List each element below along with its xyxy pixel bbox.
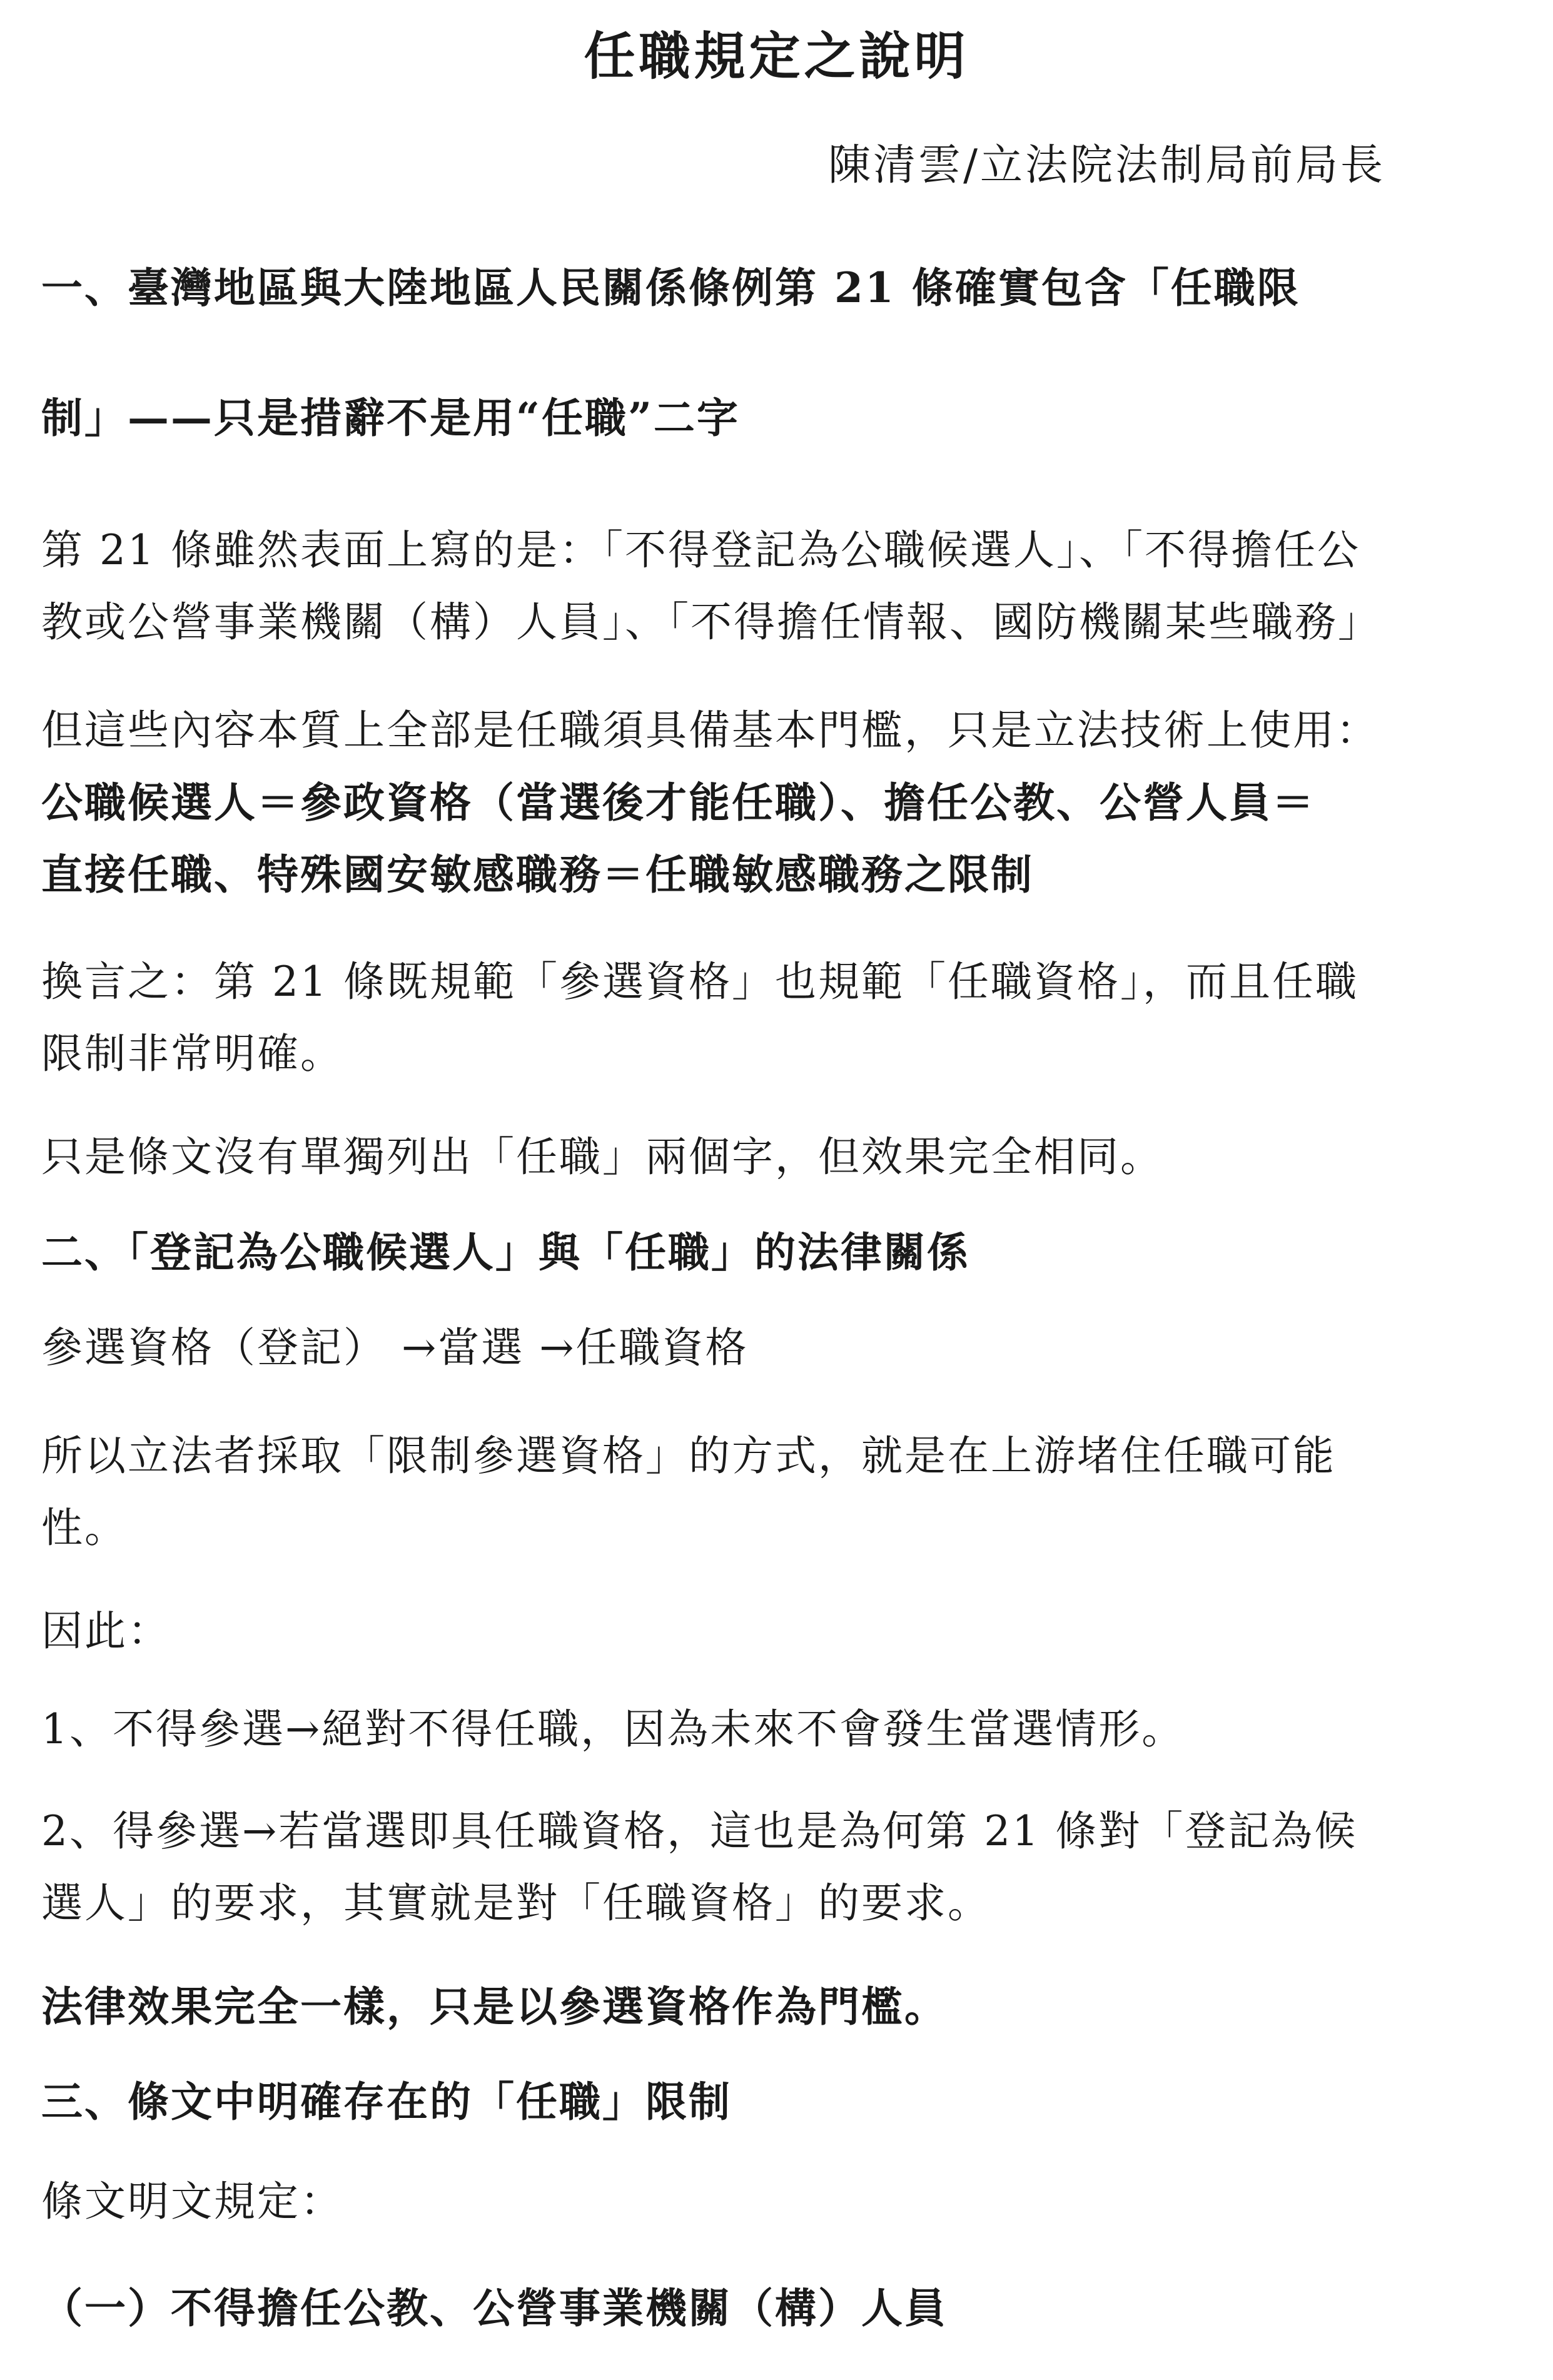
section-heading: 三、條文中明確存在的「任職」限制 xyxy=(41,2077,732,2126)
section-heading: 二、「登記為公職候選人」與「任職」的法律關係 xyxy=(41,1228,970,1277)
paragraph-line: 直接任職、特殊國安敏感職務＝任職敏感職務之限制 xyxy=(41,850,1034,899)
section-heading: 一、臺灣地區與大陸地區人民關係條例第 21 條確實包含「任職限 xyxy=(41,263,1300,312)
paragraph-line: 法律效果完全一樣，只是以參選資格作為門檻。 xyxy=(41,1982,948,2031)
paragraph-line: 性。 xyxy=(41,1504,128,1552)
paragraph-line: 因此： xyxy=(41,1607,171,1655)
paragraph-line: 只是條文沒有單獨列出「任職」兩個字，但效果完全相同。 xyxy=(41,1133,1163,1181)
paragraph-line: 條文明文規定： xyxy=(41,2177,343,2226)
paragraph-line: 教或公營事業機關（構）人員」、「不得擔任情報、國防機關某些職務」 xyxy=(41,598,1381,646)
list-item: 2、得參選→若當選即具任職資格，這也是為何第 21 條對「登記為候 xyxy=(41,1807,1358,1855)
paragraph-line: 公職候選人＝參政資格（當選後才能任職）、擔任公教、公營人員＝ xyxy=(41,778,1315,827)
document-title: 任職規定之說明 xyxy=(584,26,969,86)
list-item-continued: 選人」的要求，其實就是對「任職資格」的要求。 xyxy=(41,1879,991,1927)
list-item: 1、不得參選→絕對不得任職，因為未來不會發生當選情形。 xyxy=(41,1705,1185,1753)
paragraph-line: 但這些內容本質上全部是任職須具備基本門檻，只是立法技術上使用： xyxy=(41,706,1379,754)
list-item: （一）不得擔任公教、公營事業機關（構）人員 xyxy=(41,2284,948,2332)
document-author: 陳清雲/立法院法制局前局長 xyxy=(828,141,1385,190)
paragraph-line: 所以立法者採取「限制參選資格」的方式，就是在上游堵住任職可能 xyxy=(41,1432,1336,1480)
paragraph-line: 限制非常明確。 xyxy=(41,1030,343,1078)
paragraph-line: 換言之：第 21 條既規範「參選資格」也規範「任職資格」，而且任職 xyxy=(41,958,1358,1006)
paragraph-line: 參選資格（登記） →當選 →任職資格 xyxy=(41,1324,749,1372)
section-heading-continued: 制」——只是措辭不是用“任職”二字 xyxy=(41,393,740,442)
paragraph-line: 第 21 條雖然表面上寫的是：「不得登記為公職候選人」、「不得擔任公 xyxy=(41,526,1360,574)
